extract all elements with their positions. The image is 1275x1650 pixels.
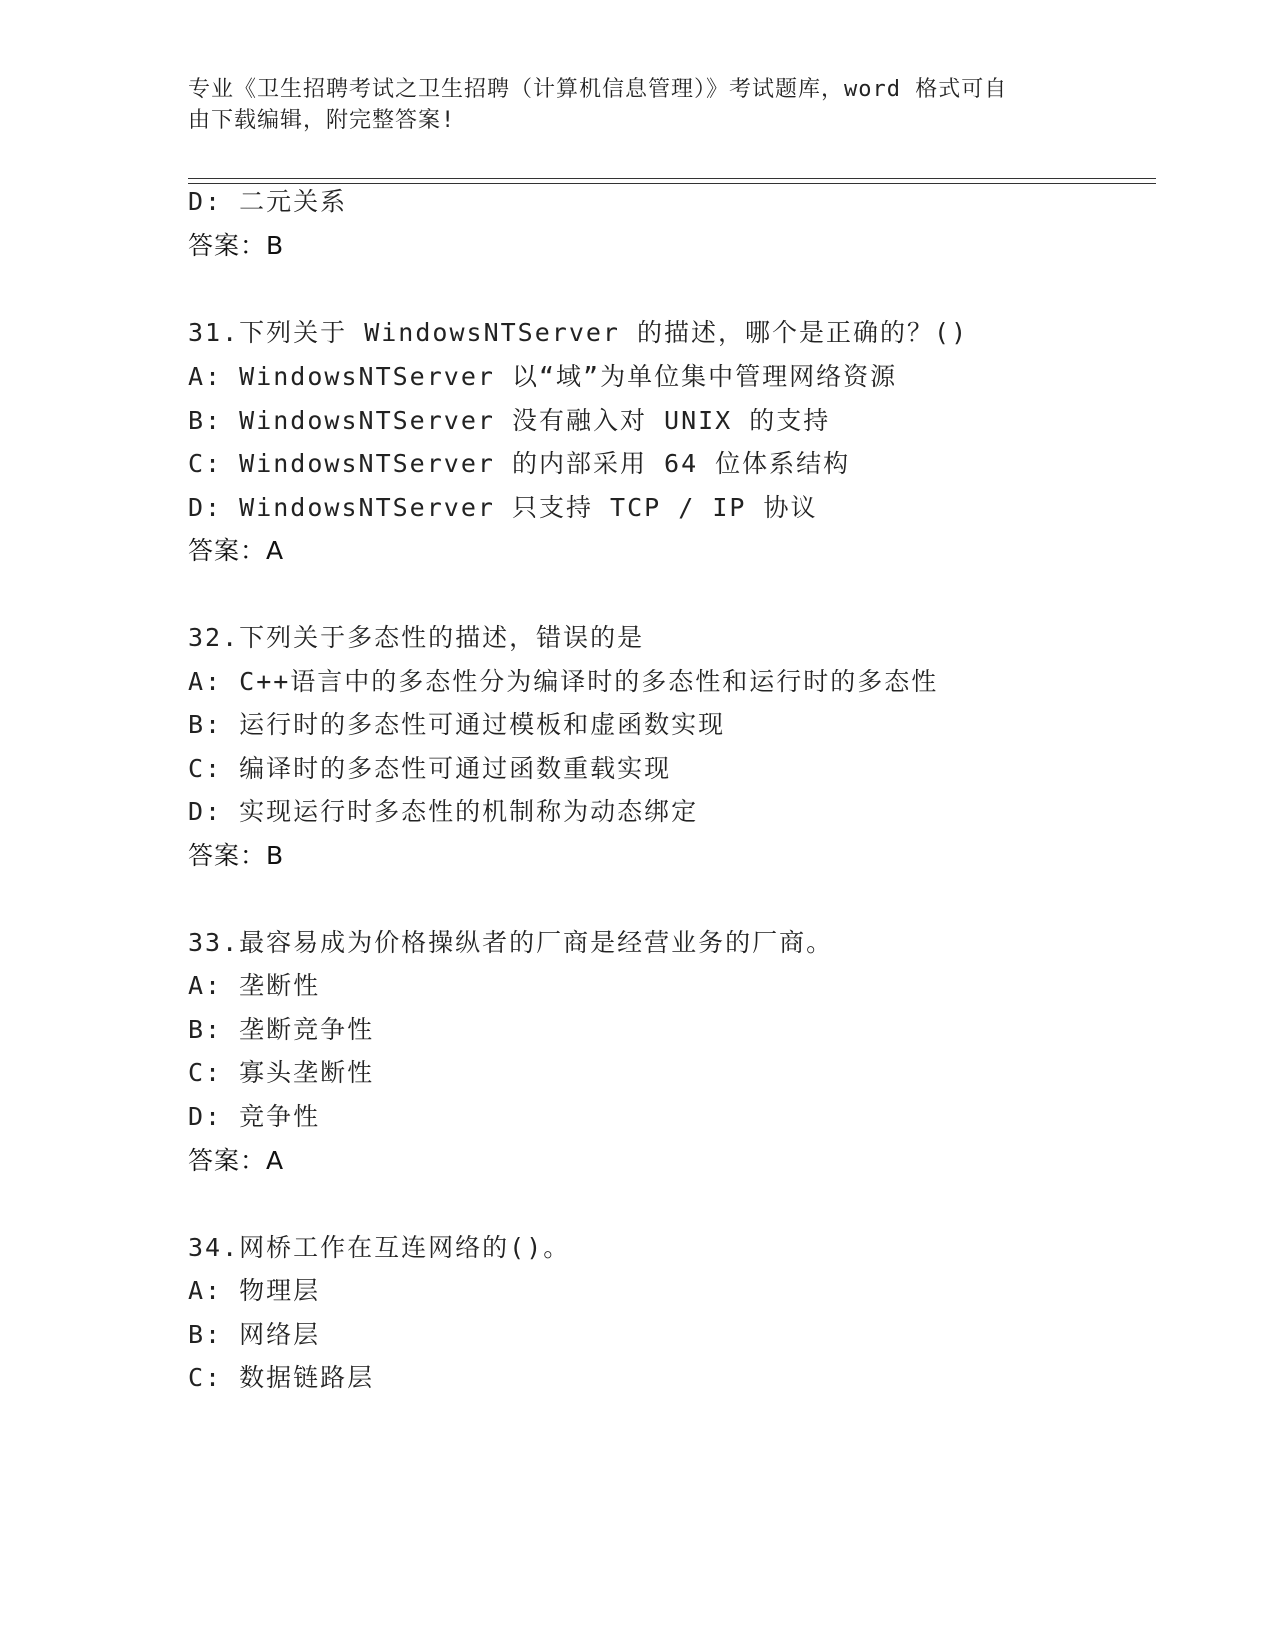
question-33-stem: 33.最容易成为价格操纵者的厂商是经营业务的厂商。 [188,928,834,957]
question-31-option-b: B: WindowsNTServer 没有融入对 UNIX 的支持 [188,406,831,435]
question-32-answer: 答案：B [188,841,285,870]
question-32-option-d: D: 实现运行时多态性的机制称为动态绑定 [188,797,699,826]
question-31-option-d: D: WindowsNTServer 只支持 TCP / IP 协议 [188,493,818,522]
question-31-stem: 31.下列关于 WindowsNTServer 的描述，哪个是正确的？() [188,318,969,347]
header-divider-top [188,178,1156,179]
question-33-answer: 答案：A [188,1146,285,1175]
question-34-stem: 34.网桥工作在互连网络的()。 [188,1233,571,1262]
document-header [188,74,1088,136]
question-34-option-b: B: 网络层 [188,1320,321,1349]
question-33-option-a: A: 垄断性 [188,971,321,1000]
question-33-option-d: D: 竞争性 [188,1102,321,1131]
header-line-2: 由下载编辑，附完整答案! [188,108,456,133]
question-32-option-a: A: C++语言中的多态性分为编译时的多态性和运行时的多态性 [188,667,939,696]
question-34-option-c: C: 数据链路层 [188,1363,375,1392]
question-32-option-c: C: 编译时的多态性可通过函数重载实现 [188,754,672,783]
header-line-1: 专业《卫生招聘考试之卫生招聘（计算机信息管理）》考试题库，word 格式可自 [188,77,1008,102]
question-31-option-c: C: WindowsNTServer 的内部采用 64 位体系结构 [188,449,851,478]
question-33-option-b: B: 垄断竞争性 [188,1015,375,1044]
question-33-option-c: C: 寡头垄断性 [188,1058,375,1087]
prev-option-d: D: 二元关系 [188,187,348,216]
question-34-option-a: A: 物理层 [188,1276,321,1305]
prev-answer: 答案：B [188,231,285,260]
question-31-answer: 答案：A [188,536,285,565]
question-31-option-a: A: WindowsNTServer 以“域”为单位集中管理网络资源 [188,362,898,391]
header-divider-bottom [188,183,1156,184]
question-32-stem: 32.下列关于多态性的描述，错误的是 [188,623,645,652]
question-32-option-b: B: 运行时的多态性可通过模板和虚函数实现 [188,710,726,739]
